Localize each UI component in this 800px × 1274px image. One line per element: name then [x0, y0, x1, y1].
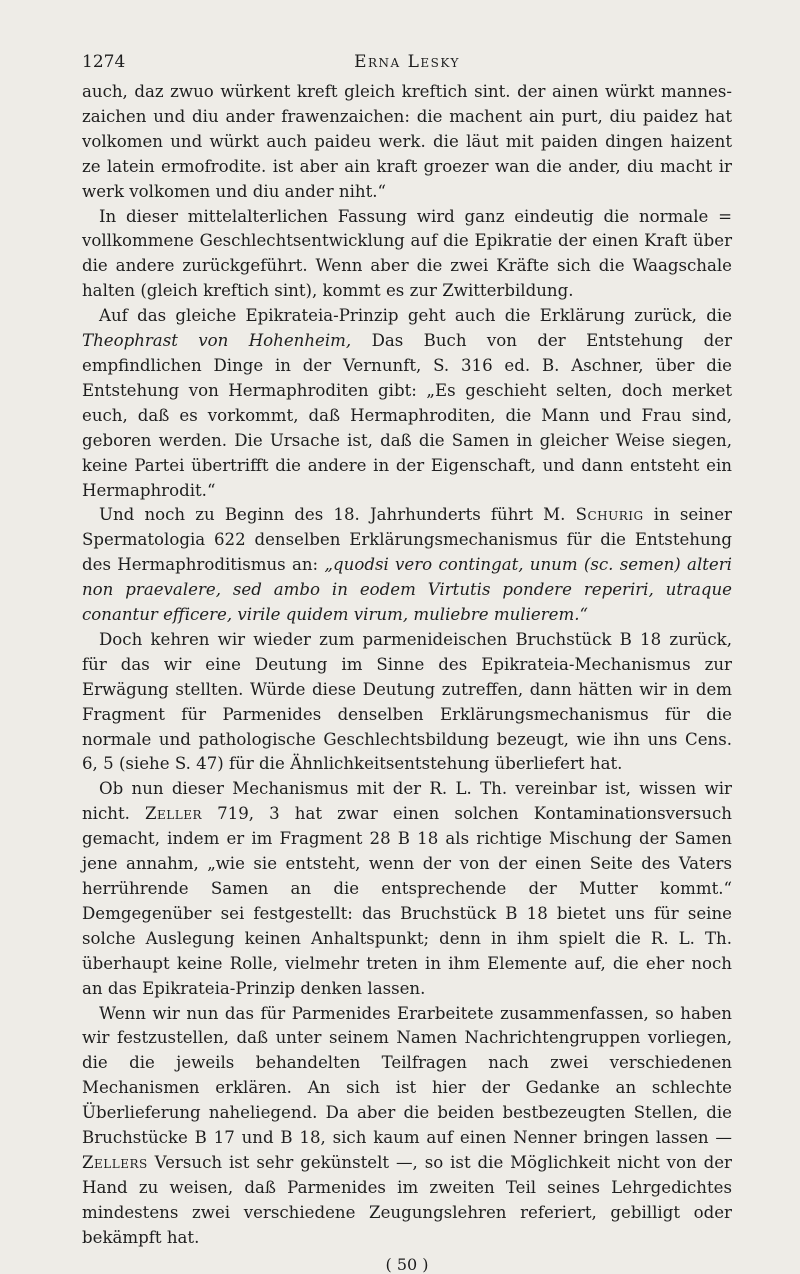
paragraph: [82, 503, 732, 628]
paragraph-text: auch, daz zwuo würkent kreft gleich kreftich sint. der ainen würkt manneszaichen und diu ander frawenzaichen: die machent ain purt, diu paidez hat volkomen und würkt auch paideu werk. die läut mit paiden dingen haizent ze latein ermofrodite. ist aber ain kraft groezer wan die ander, diu macht ir werk volkomen und diu ander niht.“: [82, 82, 732, 201]
paragraph-text: 719, 3 hat zwar einen solchen Kontaminationsversuch gemacht, indem er im Fragment 28 B 18 als richtige Mischung der Samen jene annahm, „wie sie entsteht, wenn der von der einen Seite des Vaters herrührende Samen an die entsprechende der Mutter kommt.“ Demgegenüber sei festgestellt: das Bruchstück B 18 bietet uns für seine solche Auslegung keinen Anhaltspunkt; denn in ihm spielt die R. L. Th. überhaupt keine Rolle, vielmehr treten in ihm Elemente auf, die eher noch an das Epikrateia-Prinzip denken lassen.: [82, 804, 732, 998]
paragraph: [82, 1002, 732, 1251]
paragraph-text: Und noch zu Beginn des 18. Jahrhunderts führt M.: [99, 505, 576, 525]
sheet-number: ( 50 ): [385, 1254, 429, 1274]
paragraph-text: In dieser mittelalterlichen Fassung wird ganz eindeutig die normale = vollkommene Geschlechtsentwicklung auf die Epikratie der einen Kraft über die andere zurückgeführt. Wenn aber die zwei Kräfte sich die Waagschale halten (gleich kreftich sint), kommt es zur Zwitterbildung.: [82, 206, 732, 301]
paragraph-text: Doch kehren wir wieder zum parmenideischen Bruchstück B 18 zurück, für das wir eine Deutung im Sinne des Epikrateia-Mechanismus zur Erwägung stellten. Würde diese Deutung zutreffen, dann hätten wir in dem Fragment für Parmenides denselben Erklärungsmechanismus für die normale und pathologische Geschlechtsbildung bezeugt, wie ihn uns Cens. 6, 5 (siehe S. 47) für die Ähnlichkeitsentstehung überliefert hat.: [82, 629, 732, 774]
paragraph: [82, 777, 732, 1001]
page-footer: [82, 1255, 732, 1274]
paragraph: [82, 628, 732, 777]
page-header: [82, 52, 732, 80]
author-reference: Theophrast von Hohenheim,: [82, 331, 352, 351]
paragraph-text: Ob nun dieser Mechanismus mit der R. L. Th. vereinbar ist, wissen wir nicht.: [82, 779, 732, 824]
paragraph-text: Das Buch von der Entstehung der empfindlichen Dinge in der Vernunft, S. 316 ed. B. Aschner, über die Entstehung von Hermaphroditen gibt: „Es geschieht selten, doch merket euch, daß es vorkommt, daß Hermaphroditen, die Mann und Frau sind, geboren werden. Die Ursache ist, daß die Samen in gleicher Weise siegen, keine Partei übertrifft die andere in der Eigenschaft, und dann entsteht ein Hermaphrodit.“: [82, 331, 733, 500]
paragraph: [82, 304, 732, 503]
paragraph-text: Auf das gleiche Epikrateia-Prinzip geht auch die Erklärung zurück, die: [99, 306, 732, 326]
latin-quotation: „quodsi vero contingat, unum (sc. semen) alteri non praevalere, sed ambo in eodem Virtutis pondere reperiri, utraque conantur efficere, virile quidem virum, muliebre mulierem.“: [82, 555, 732, 625]
document-page: [82, 52, 732, 1274]
paragraph-text: Wenn wir nun das für Parmenides Erarbeitete zusammenfassen, so haben wir festzustellen, daß unter seinem Namen Nachrichtengruppen vorliegen, die die jeweils behandelten Teilfragen nach zwei verschiedenen Mechanismen erklären. An sich ist hier der Gedanke an schlechte Überlieferung naheliegend. Da aber die beiden bestbezeugten Stellen, die Bruchstücke B 17 und B 18, sich kaum auf einen Nenner bringen lassen —: [82, 1003, 732, 1148]
running-head: Erna Lesky: [354, 52, 460, 72]
page-number: 1274: [82, 52, 126, 72]
body-text: [82, 80, 732, 1251]
paragraph-text: Versuch ist sehr gekünstelt —, so ist die Möglichkeit nicht von der Hand zu weisen, daß Parmenides im zweiten Teil seines Lehrgedichtes mindestens zwei verschiedene Zeugungslehren referiert, gebilligt oder bekämpft hat.: [82, 1152, 732, 1247]
author-name: Zellers: [82, 1152, 148, 1172]
paragraph-text: in seiner Spermatologia 622 denselben Erklärungsmechanismus für die Entstehung des Hermaphroditismus an:: [82, 505, 732, 575]
paragraph: [82, 80, 732, 205]
paragraph: [82, 205, 732, 305]
author-name: Zeller: [145, 804, 203, 824]
author-name: Schurig: [575, 505, 644, 525]
